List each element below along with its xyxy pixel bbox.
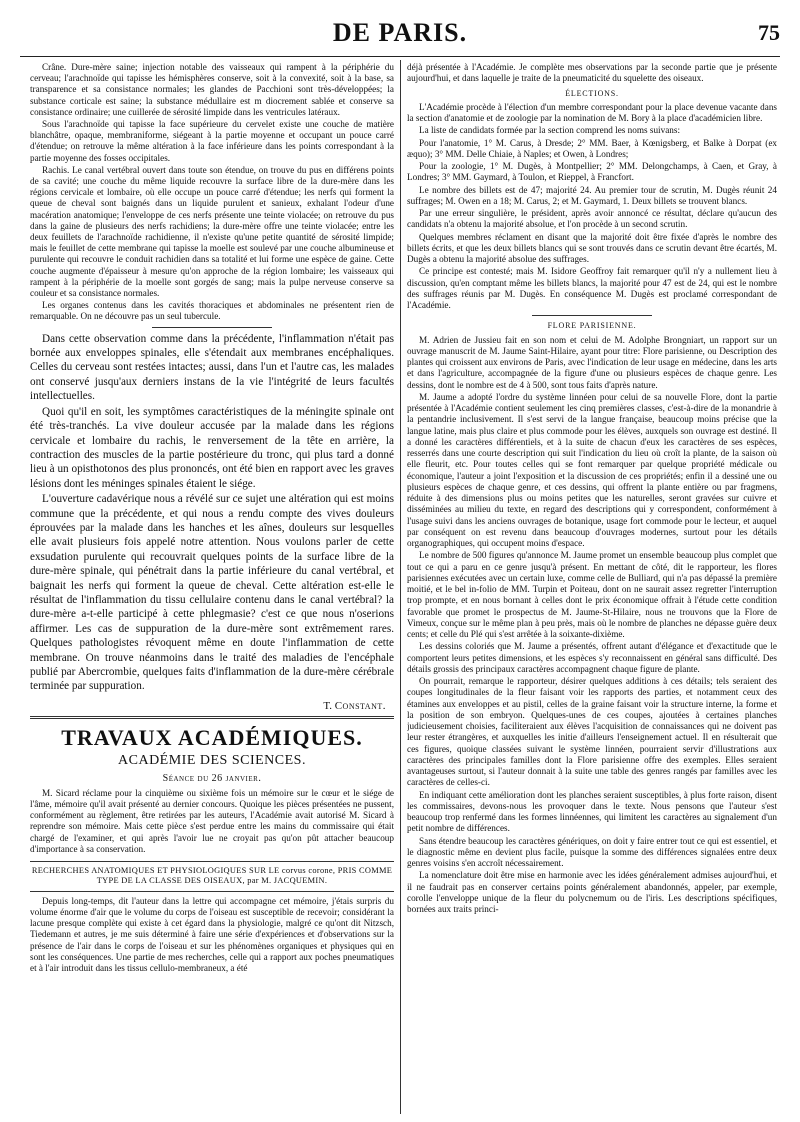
right-column [407,62,777,1114]
page-number: 75 [758,20,780,45]
commentary-paragraph: Quoi qu'il en soit, les symptômes caractéristiques de la méningite spinale ont été très-tranchés. La vive douleur accusée par la malade dans les régions cervicale et lombaire du rachis, le renversement de la tête en arrière, la contraction des muscles de la partie postérieure du tronc, qui plus tard a donné lieu à un opisthotonos des plus prononcés, ont été bien en rapport avec les graves lésions dont les méninges spinales étaient le siége. [30,405,394,490]
separator-rule [30,891,394,892]
seance-date: Séance du 26 janvier. [162,772,262,784]
continuation-paragraph: déjà présentée à l'Académie. Je complète mes observations par la seconde partie que je présente aujourd'hui, et dans laquelle je traite de la pneumaticité du squelette des oiseaux. [407,62,777,84]
signature [30,700,386,712]
election-paragraph: Par une erreur singulière, le président, après avoir annoncé ce résultat, déclare qu'aucun des candidats n'a obtenu la majorité absolue, et l'on procède à un second scrutin. [407,208,777,230]
flore-paragraph: Les dessins coloriés que M. Jaume a présentés, offrent autant d'élégance et d'exactitude que le comportent leurs petites dimensions, et les espèces s'y reconnaissent en général sans difficulté. Des détails grossis des principaux caractères accompagnent chaque figure de plante. [407,641,777,674]
research-heading: RECHERCHES ANATOMIQUES ET PHYSIOLOGIQUES SUR LE corvus corone, PRIS COMME TYPE DE LA CLASSE DES OISEAUX, par M. JACQUEMIN. [31,866,393,886]
flore-paragraph: M. Jaume a adopté l'ordre du système linnéen pour celui de sa nouvelle Flore, dont la partie présentée à l'Académie contient seulement les cinq premières classes, c'est-à-dire de la monandrie à la pentandrie inclusivement. Il s'est servi de la langue française, beaucoup moins précise que la langue latine, mais plus claire et plus commode pour les élèves, auxquels son ouvrage est destiné. Il a donné les caractères différentiels, et à la suite de chacun d'eux les caractères de ses espèces, resserrés dans une courte description qui suit l'indication du lieu où croît la plante, de la saison où elle fleurit, etc. Pour toutes celles qui se font remarquer par quelque propriété médicale ou économique, l'auteur a joint l'exposition et la discussion de ces propriétés; enfin il a dessiné une ou plusieurs espèces de chaque genre, et ces dessins, qui offrent la plante entière ou par fragmens, réduite à des dimensions plus ou moins petites que les naturelles, seront gravées sur cuivre et disséminées au milieu du texte, en regard des descriptions qui y correspondent, conformément à l'usage suivi dans les anciens ouvrages de botanique, usage fort commode pour le lecteur, et auquel par conséquent on est revenu dans beaucoup d'ouvrages modernes, surtout pour les détails organographiques, qui occupent moins d'espace. [407,391,777,548]
election-paragraph: Ce principe est contesté; mais M. Isidore Geoffroy fait remarquer qu'il n'y a nullement lieu à discussion, qu'en comptant même les billets blancs, la majorité pour 47 est de 24, qui est le nombre des suffrages réunis par M. Dugès. En conséquence M. Dugès est proclamé correspondant de l'Académie. [407,266,777,310]
election-paragraph: Pour la zoologie, 1° M. Dugès, à Montpellier; 2° MM. Delongchamps, à Caen, et Gray, à Londres; 3° MM. Gaymard, à Toulon, et Rieppel, à Francfort. [407,161,777,183]
election-paragraph: Quelques membres réclament en disant que la majorité doit être fixée d'après le nombre des billets écrits, et que les deux billets blancs qui se sont trouvés dans ce scrutin devant être écartés, M. Dugès a obtenu la majorité absolue des suffrages. [407,231,777,264]
organes-paragraph: Les organes contenus dans les cavités thoraciques et abdominales ne présentent rien de remarquable. On ne découvre pas un seul tubercule. [30,300,394,322]
signature-name: Constant. [334,699,386,712]
flore-paragraph: M. Adrien de Jussieu fait en son nom et celui de M. Adolphe Brongniart, un rapport sur un ouvrage manuscrit de M. Jaume Saint-Hilaire, ayant pour titre: Flore parisienne, ou Description des plantes qui croissent aux environs de Paris, avec l'indication de leur usage en médecine, dans les arts et dans l'agriculture, accompagnée de la figure d'une ou plusieurs espèces de chaque genre. Les dessins, dont le nombre est de 4 à 500, sont tous faits d'après nature. [407,334,777,390]
election-paragraph: Le nombre des billets est de 47; majorité 24. Au premier tour de scrutin, M. Dugès réunit 24 suffrages; M. Owen en a 18; M. Carus, 2; et M. Gaymard, 1. Deux billets se trouvent blancs. [407,184,777,206]
flore-heading: FLORE PARISIENNE. [547,321,637,331]
commentary-paragraph: L'ouverture cadavérique nous a révélé sur ce sujet une altération qui est moins commune que la précédente, et qui nous a rendu compte des vives douleurs éprouvées par la malade dans les hanches et les aînes, douleurs sur lesquelles elle avait plusieurs fois appelé notre attention. Nous voulons parler de cette exsudation purulente qui recouvrait quelques points de la surface libre de la dure-mère spinale, qui pénétrait dans la partie inférieure du canal vertébral, et baignait les nerfs qui forment la queue de cheval. Cette altération est-elle le résultat de l'inflammation du tissu cellulaire contenu dans le canal vertébral? la dure-mère a-t-elle participé à cette phlegmasie? c'est ce que nous n'oserions affirmer. Les cas de suppuration de la dure-mère sont extrêmement rares. Quelques pathologistes révoquent même en doute l'inflammation de cette membrane. On trouve néanmoins dans le traité des maladies de l'encéphale publié par Abercrombie, quelques faits d'inflammation de la dure-mère cérébrale terminée par suppuration. [30,493,394,693]
flore-paragraph: En indiquant cette amélioration dont les planches seraient susceptibles, à plus forte raison, disent les commissaires, devons-nous les provoquer dans le texte. Nous pensons que l'auteur s'est beaucoup trop renfermé dans les formes linnéennes, qui limitent les caractères au signalement d'un petit nombre de différences. [407,789,777,834]
election-paragraph: Pour l'anatomie, 1° M. Carus, à Dresde; 2° MM. Baer, à Kœnigsberg, et Balke à Dorpat (ex æquo); 3° MM. Delle Chiaie, à Naples; et Owen, à Londres; [407,137,777,159]
header-rule [20,56,780,57]
cervelet-paragraph: Sous l'arachnoïde qui tapisse la face supérieure du cervelet existe une couche de matière blanchâtre, opaque, membraniforme, siégeant à la partie moyenne et occupant un pouce carré d'étendue; on retrouve la même altération à la face inférieure dans les points correspondant à la partie moyenne des fosses occipitales. [30,119,394,163]
election-paragraph: L'Académie procède à l'élection d'un membre correspondant pour la place devenue vacante dans la section d'anatomie et de zoologie par la nomination de M. Bory à la place d'académicien libre. [407,101,777,123]
election-paragraph: La liste de candidats formée par la section comprend les noms suivans: [419,125,681,136]
research-paragraph: Depuis long-temps, dit l'auteur dans la lettre qui accompagne cet mémoire, j'étais surpris du volume énorme d'air que le volume du corps de l'oiseau est susceptible de recevoir; considérant la lacune presque complète qui existe à cet égard dans la physiologie, malgré ce qu'ont dit Nitzsch, Tiedemann et autres, je me suis déterminé à faire une série d'expériences et d'observations sur la présence de l'air dans le corps de l'oiseau et sur les phénomènes organiques et physiques qui en sont les conséquences. Une partie de mes recherches, celle qui a rapport aux poches pneumatiques et à l'air introduit dans les tissus cellulo-membraneux, a été [30,895,394,974]
section-rule [30,716,394,719]
rachis-paragraph: Rachis. Le canal vertébral ouvert dans toute son étendue, on trouve du pus en différens points de sa cavité; une couche du même liquide recouvre la surface libre de la dure-mère dans les régions cervicale et lombaire, où elle occupe un pouce carré d'étendue; les nerfs qui forment la queue de cheval sont baignés dans un liquide purulent et sanieux, exhalant l'odeur d'une macération anatomique; l'enveloppe de ces nerfs présente une teinte violacée; on retrouve du pus dans la gaine de plusieurs des nerfs rachidiens; la dure-mère offre une teinte violacée; entre les deux feuillets de l'arachnoïde rachidienne, il n'existe qu'une petite quantité de sérosité limpide; mais le feuillet de cette membrane qui tapisse la moelle est soulevé par une couche albumineuse et purulente qui recouvre le conduit rachidien dans sa totalité et lui forme une espèce de gaine. Cette couche augmente d'épaisseur à mesure qu'on approche de la région lombaire; les vaisseaux qui rampent à la périphérie de la moelle sont gorgés de sang; mais la pulpe nerveuse conserve sa couleur et sa consistance normales. [30,164,394,299]
running-title: DE PARIS. [332,18,468,47]
section-title: TRAVAUX ACADÉMIQUES. [61,724,363,750]
flore-paragraph: On pourrait, remarque le rapporteur, désirer quelques additions à ces détails; tels seraient des coupes longitudinales de la fleur faisant voir les rapports des parties, et notamment ceux des étamines aux enveloppes et au pistil, celles de la graine faisant voir la structure interne, la forme et la position de son embryon. Quelques-unes de ces coupes, ajoutées à certaines planches judicieusement choisies, faciliteraient aux élèves l'acquisition de connaissances qui ne doivent pas leur rester étrangères, et auxquelles les initie d'ailleurs l'enseignement actuel. Il en résulterait que ces figures, quoique classées suivant le système linnéen, pourraient servir d'illustrations aux caractères des principales familles dont la Flore parisienne offre des exemples. Elles seraient avantageuses surtout, si l'auteur donnait à la suite une table des genres rangés par familles avec les caractères de celles-ci. [407,676,777,788]
flore-paragraph: Sans étendre beaucoup les caractères génériques, on doit y faire entrer tout ce qui est essentiel, et le diagnostic même en devient plus facile, puisque la somme des différences signalées entre deux genres voisins s'en accroît nécessairement. [407,835,777,868]
separator-short [532,315,652,316]
separator-short [152,327,272,328]
signature-initial: T. [323,699,332,712]
sicard-paragraph: M. Sicard réclame pour la cinquième ou sixième fois un mémoire sur le cœur et le siége de l'âme, mémoire qu'il avait présenté au dernier concours. Quoique les pièces présentées ne pussent, conformément au règlement, être retirées par les auteurs, l'Académie avait autorisé M. Sicard à reprendre son mémoire. Mais cette pièce s'est perdue entre les mains du commissaire qui était chargé de l'examiner, et qui après l'avoir lue ne croyait pas qu'on pût attacher beaucoup d'importance à sa conservation. [30,787,394,854]
elections-heading: ÉLECTIONS. [565,88,619,98]
left-column [30,62,394,1114]
academy-title: ACADÉMIE DES SCIENCES. [118,752,306,768]
separator-rule [30,861,394,862]
column-divider [400,60,401,1114]
commentary-paragraph: Dans cette observation comme dans la précédente, l'inflammation n'était pas bornée aux enveloppes spinales, elle s'étendait aux membranes encéphaliques. Celles du cerveau sont restées intactes; aussi, dans l'un et l'autre cas, les malades ont conservé jusqu'aux derniers instans de la vie l'intégrité de leurs facultés intellectuelles. [30,332,394,403]
crane-paragraph: Crâne. Dure-mère saine; injection notable des vaisseaux qui rampent à la périphérie du cerveau; l'arachnoïde qui tapisse les hémisphères conserve, soit à la convexité, soit à la base, sa transparence et sa consistance normales; les glandes de Pacchioni sont très-développées; la substance corticale est saine; la substance médullaire est m diocrement sablée et conserve sa consistance ordinaire; une cuillerée de sérosité limpide dans les ventricules latéraux. [30,62,394,117]
flore-paragraph: La nomenclature doit être mise en harmonie avec les idées généralement admises aujourd'hui, et il ne faudrait pas en conserver certains points généralement abandonnés, appeler, par exemple, corolle l'enveloppe unique de la fleur du polycnemum ou de l'iris. Les descriptions spécifiques, bornées aux traits princi- [407,870,777,914]
flore-paragraph: Le nombre de 500 figures qu'annonce M. Jaume promet un ensemble beaucoup plus complet que tout ce qui a paru en ce genre jusqu'à présent. En mettant de côté, dit le rapporteur, les flores parisiennes exécutées avec un certain luxe, comme celle de Bulliard, qui n'a pas dépassé la première moitié, et le bel in-folio de MM. Turpin et Poiteau, dont on ne saurait assez regretter l'interruption trop prompte, et en nous bornant à celles dont le prix économique offrait à l'étude cette condition favorable que promet le prospectus de M. Jaume-St-Hilaire, nous ne trouvons que la Flore de Vimeux, conçue sur le même plan à peu près, mais où le nombre de planches ne dépasse guère deux cents; et celle du Plé qui s'est arrêtée à la soixante-dixième. [407,550,777,639]
page-header [20,18,780,52]
